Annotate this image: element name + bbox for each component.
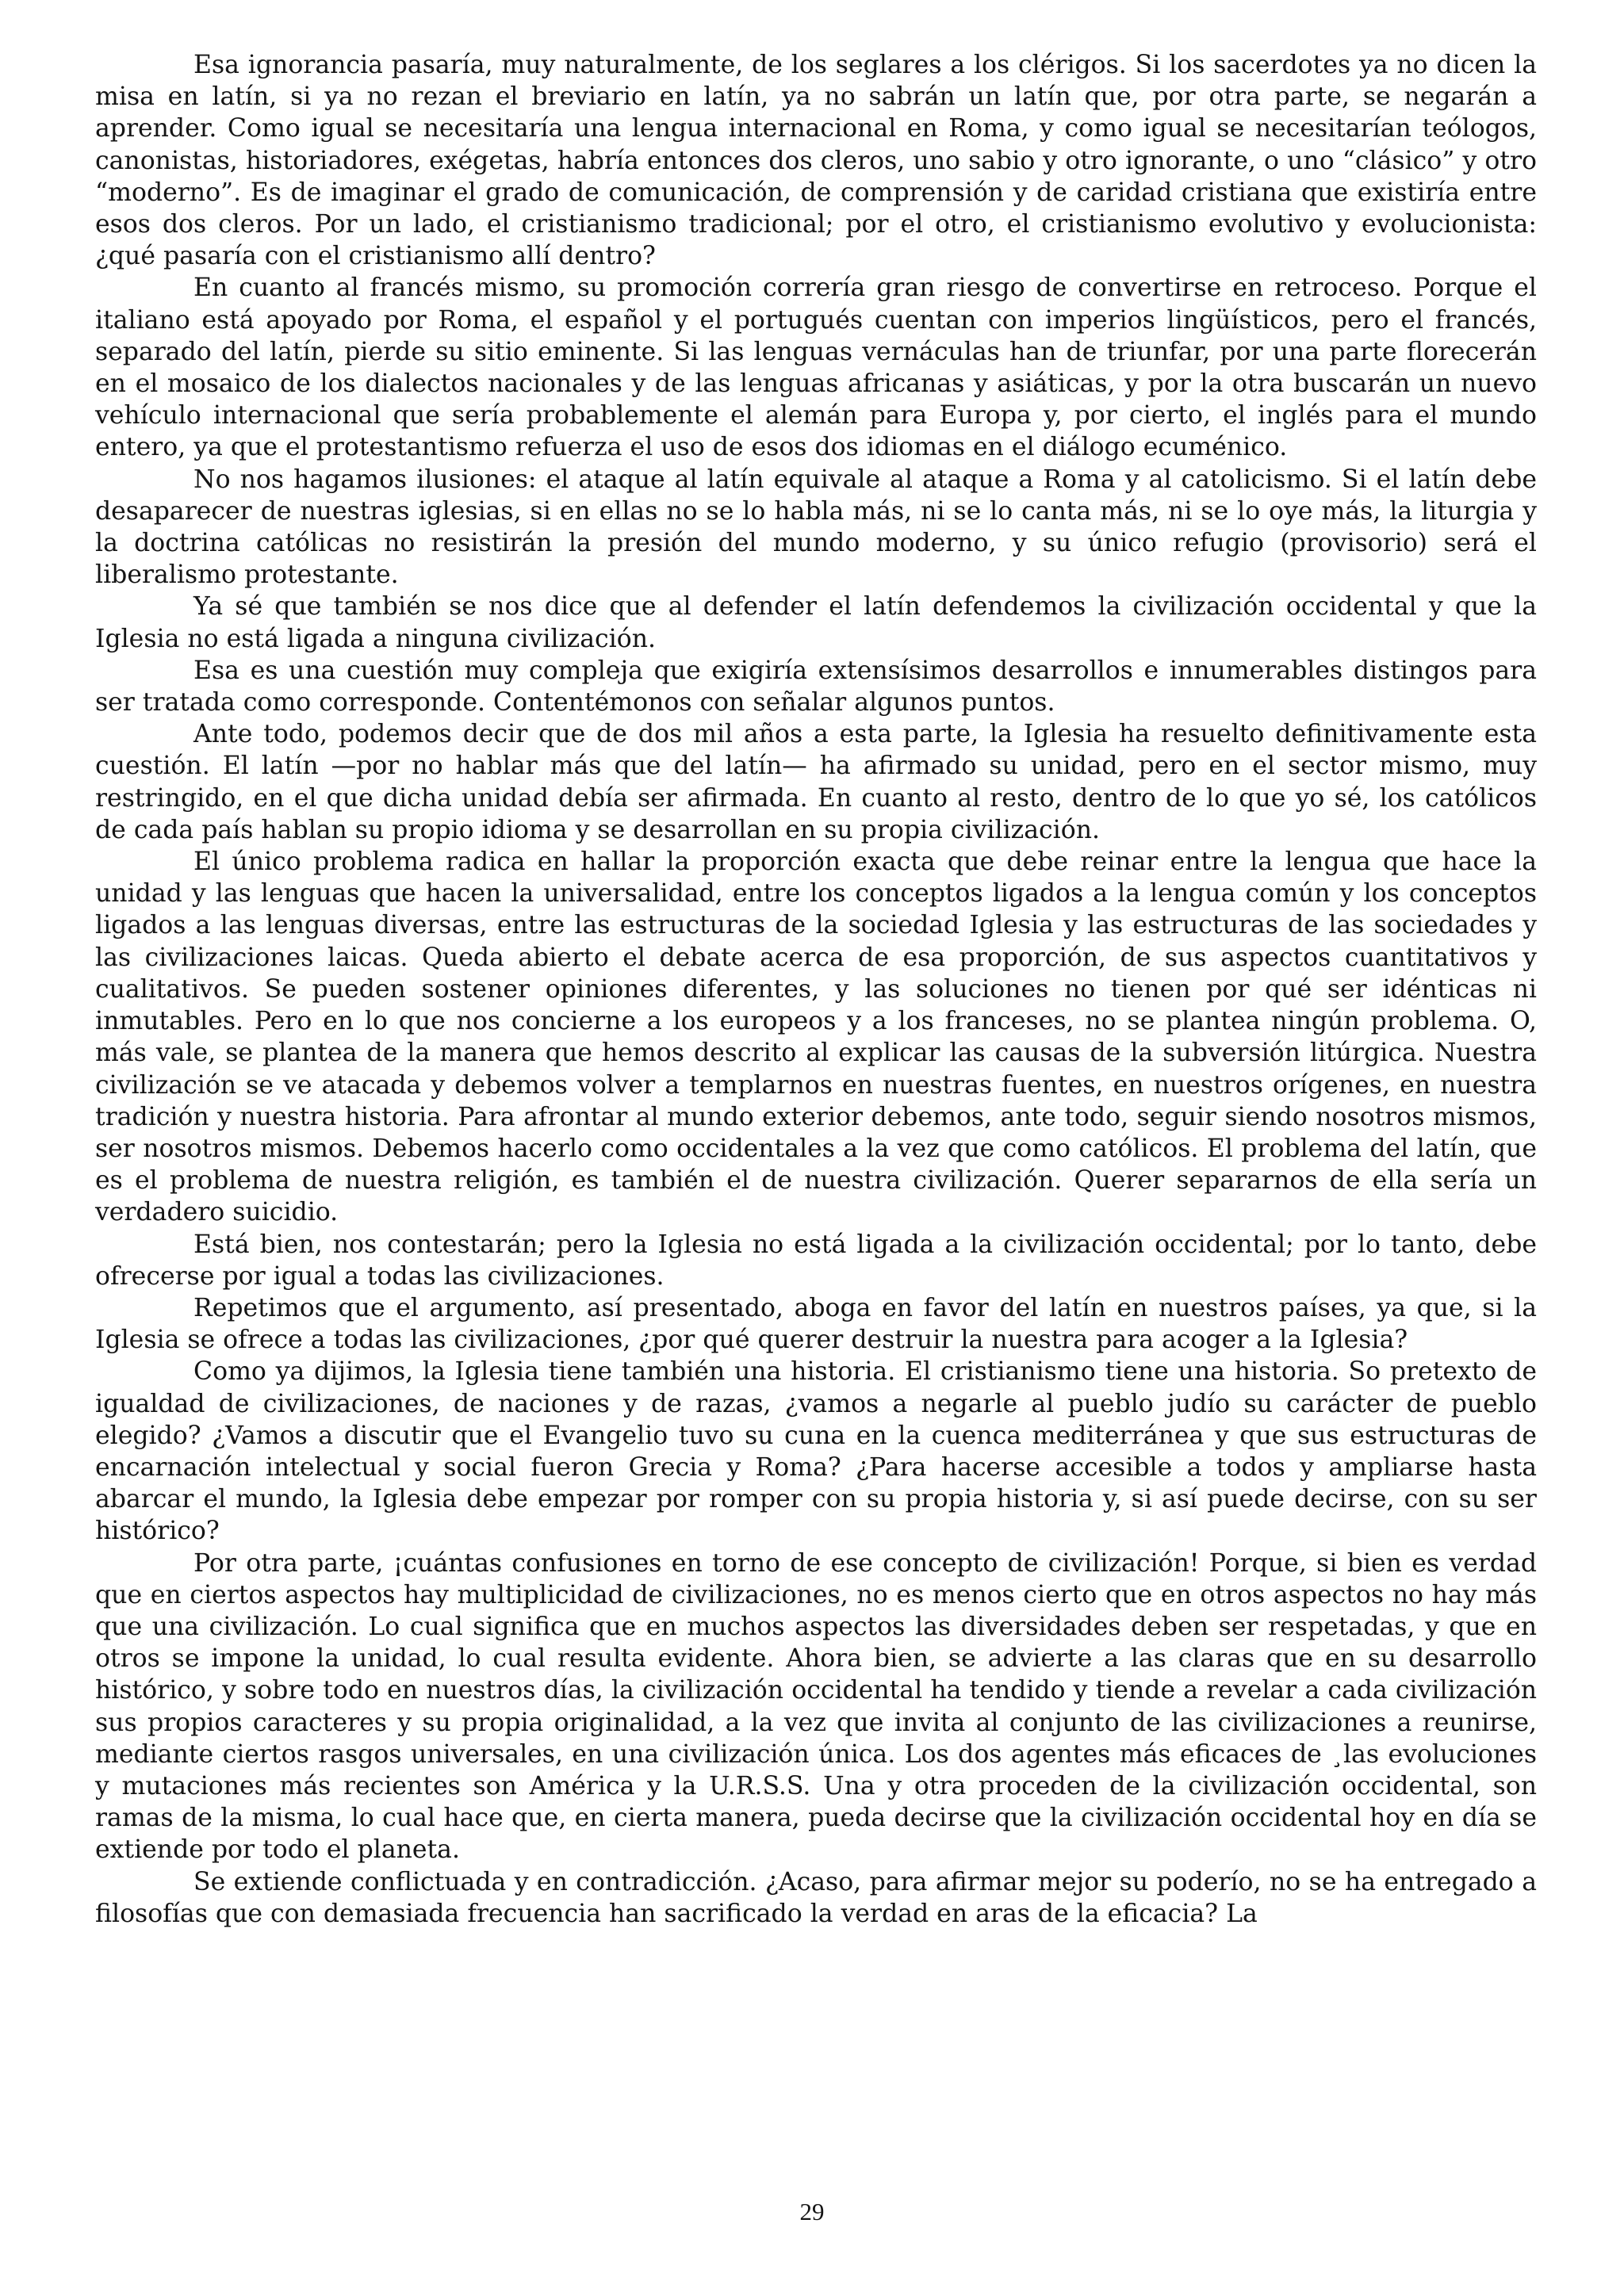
paragraph: Se extiende conflictuada y en contradicción. ¿Acaso, para afirmar mejor su poderío, no se ha entregado a filosofías que con demasiada frecuencia han sacrificado la verdad en aras de la eficacia? La <box>95 1867 1537 1928</box>
paragraph: Como ya dijimos, la Iglesia tiene también una historia. El cristianismo tiene una historia. So pretexto de igualdad de civilizaciones, de naciones y de razas, ¿vamos a negarle al pueblo judío su carácter de pueblo elegido? ¿Vamos a discutir que el Evangelio tuvo su cuna en la cuenca mediterránea y que sus estructuras de encarnación intelectual y social fueron Grecia y Roma? ¿Para hacerse accesible a todos y ampliarse hasta abarcar el mundo, la Iglesia debe empezar por romper con su propia historia y, si así puede decirse, con su ser histórico? <box>95 1357 1537 1546</box>
paragraph: El único problema radica en hallar la proporción exacta que debe reinar entre la lengua que hace la unidad y las lenguas que hacen la universalidad, entre los conceptos ligados a la lengua común y los conceptos ligados a las lenguas diversas, entre las estructuras de la sociedad Iglesia y las estructuras de las sociedades y las civilizaciones laicas. Queda abierto el debate acerca de esa proporción, de sus aspectos cuantitativos y cualitativos. Se pueden sostener opiniones diferentes, y las soluciones no tienen por qué ser idénticas ni inmutables. Pero en lo que nos concierne a los europeos y a los franceses, no se plantea ningún problema. O, más vale, se plantea de la manera que hemos descrito al explicar las causas de la subversión litúrgica. Nuestra civilización se ve atacada y debemos volver a templarnos en nuestras fuentes, en nuestros orígenes, en nuestra tradición y nuestra historia. Para afrontar al mundo exterior debemos, ante todo, seguir siendo nosotros mismos, ser nosotros mismos. Debemos hacerlo como occidentales a la vez que como católicos. El problema del latín, que es el problema de nuestra religión, es también el de nuestra civilización. Querer separarnos de ella sería un verdadero suicidio. <box>95 848 1537 1227</box>
paragraph: Esa es una cuestión muy compleja que exigiría extensísimos desarrollos e innumerables distingos para ser tratada como corresponde. Contentémonos con señalar algunos puntos. <box>95 656 1537 718</box>
paragraph: En cuanto al francés mismo, su promoción correría gran riesgo de convertirse en retroceso. Porque el italiano está apoyado por Roma, el español y el portugués cuentan con imperios lingüísticos, pero el francés, separado del latín, pierde su sitio eminente. Si las lenguas vernáculas han de triunfar, por una parte florecerán en el mosaico de los dialectos nacionales y de las lenguas africanas y asiáticas, y por la otra buscarán un nuevo vehículo internacional que sería probablemente el alemán para Europa y, por cierto, el inglés para el mundo entero, ya que el protestantismo refuerza el uso de esos dos idiomas en el diálogo ecuménico. <box>95 274 1537 462</box>
paragraph: Ante todo, podemos decir que de dos mil años a esta parte, la Iglesia ha resuelto definitivamente esta cuestión. El latín —por no hablar más que del latín— ha afirmado su unidad, pero en el sector mismo, muy restringido, en el que dicha unidad debía ser afirmada. En cuanto al resto, dentro de lo que yo sé, los católicos de cada país hablan su propio idioma y se desarrollan en su propia civilización. <box>95 720 1537 844</box>
paragraph: Está bien, nos contestarán; pero la Iglesia no está ligada a la civilización occidental; por lo tanto, debe ofrecerse por igual a todas las civilizaciones. <box>95 1230 1537 1291</box>
page-body <box>95 49 1537 1930</box>
page-number: 29 <box>799 2198 825 2225</box>
paragraph: Repetimos que el argumento, así presentado, aboga en favor del latín en nuestros países, ya que, si la Iglesia se ofrece a todas las civilizaciones, ¿por qué querer destruir la nuestra para acoger a la Iglesia? <box>95 1293 1537 1355</box>
paragraph: No nos hagamos ilusiones: el ataque al latín equivale al ataque a Roma y al catolicismo. Si el latín debe desaparecer de nuestras iglesias, si en ellas no se lo habla más, ni se lo canta más, ni se lo oye más, la liturgia y la doctrina católicas no resistirán la presión del mundo moderno, y su único refugio (provisorio) será el liberalismo protestante. <box>95 465 1537 590</box>
paragraph: Ya sé que también se nos dice que al defender el latín defendemos la civilización occidental y que la Iglesia no está ligada a ninguna civilización. <box>95 592 1537 653</box>
paragraph: Esa ignorancia pasaría, muy naturalmente, de los seglares a los clérigos. Si los sacerdotes ya no dicen la misa en latín, si ya no rezan el breviario en latín, ya no sabrán un latín que, por otra parte, se negarán a aprender. Como igual se necesitaría una lengua internacional en Roma, y como igual se necesitarían teólogos, canonistas, historiadores, exégetas, habría entonces dos cleros, uno sabio y otro ignorante, o uno “clásico” y otro “moderno”. Es de imaginar el grado de comunicación, de comprensión y de caridad cristiana que existiría entre esos dos cleros. Por un lado, el cristianismo tradicional; por el otro, el cristianismo evolutivo y evolucionista: ¿qué pasaría con el cristianismo allí dentro? <box>95 51 1537 271</box>
paragraph: Por otra parte, ¡cuántas confusiones en torno de ese concepto de civilización! Porque, si bien es verdad que en ciertos aspectos hay multiplicidad de civilizaciones, no es menos cierto que en otros aspectos no hay más que una civilización. Lo cual significa que en muchos aspectos las diversidades deben ser respetadas, y que en otros se impone la unidad, lo cual resulta evidente. Ahora bien, se advierte a las claras que en su desarrollo histórico, y sobre todo en nuestros días, la civilización occidental ha tendido y tiende a revelar a cada civilización sus propios caracteres y su propia originalidad, a la vez que invita al conjunto de las civilizaciones a reunirse, mediante ciertos rasgos universales, en una civilización única. Los dos agentes más eficaces de ¸las evoluciones y mutaciones más recientes son América y la U.R.S.S. Una y otra proceden de la civilización occidental, son ramas de la misma, lo cual hace que, en cierta manera, pueda decirse que la civilización occidental hoy en día se extiende por todo el planeta. <box>95 1548 1537 1865</box>
